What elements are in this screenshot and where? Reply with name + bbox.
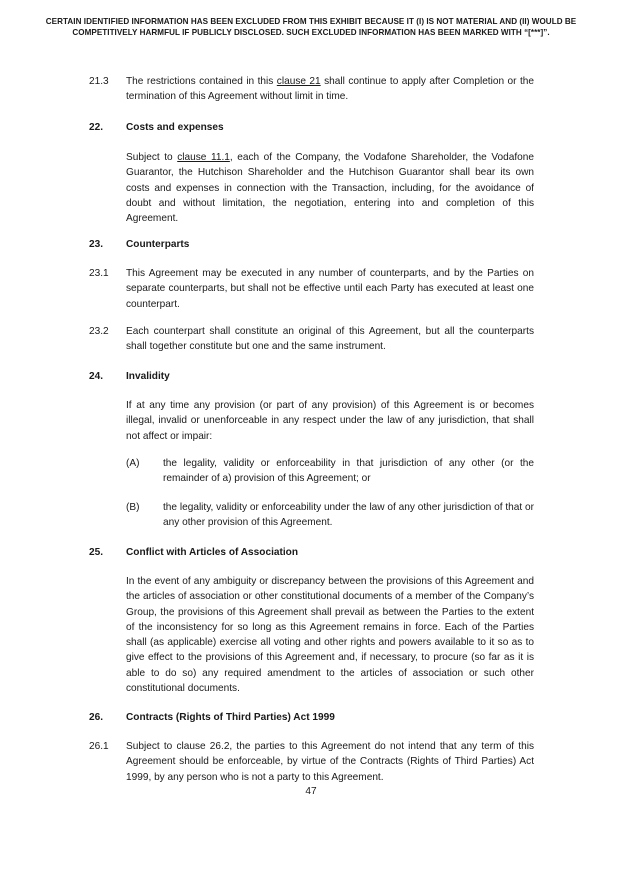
clause-23-2-text: Each counterpart shall constitute an original of this Agreement, but all the counterparts shall together constitute but one and the same instrument.: [126, 326, 534, 353]
section-title-25: Conflict with Articles of Association: [126, 547, 298, 558]
clause-23-1-text: This Agreement may be executed in any number of counterparts, and by the Parties on separate counterparts, but shall not be effective until each Party has executed at least one counterpart.: [126, 268, 534, 310]
section-number-24: 24.: [89, 371, 104, 382]
clause-21-3-post: shall continue to apply after Completion or the termination of this Agreement without limit in time.: [126, 76, 534, 103]
clause-26-1-text: Subject to clause 26.2, the parties to this Agreement do not intend that any term of this Agreement should be enforceable, by virtue of the Contracts (Rights of Third Parties) Act 1999, by any person who is not a party to this Agreement.: [126, 741, 534, 783]
section-title-26: Contracts (Rights of Third Parties) Act 1999: [126, 712, 335, 723]
section-25-text: In the event of any ambiguity or discrepancy between the provisions of this Agreement and the articles of association or other constitutional documents of a member of the Company’s Group, the provisions of this Agreement shall prevail as between the Parties to the extent of the inconsistency for so long as this Agreement remains in force. Each of the Parties shall (as applicable) exercise all voting and other rights and powers available to it so as to give effect to the provisions of this Agreement and, if necessary, to procure (so far as it is able to do so) any required amendment to the articles of association or such other constitutional documents.: [126, 576, 534, 695]
section-22-text: [126, 150, 534, 226]
clause-11-1-reference-link[interactable]: clause 11.1: [177, 152, 230, 163]
sub-clause-b-text: the legality, validity or enforceability under the law of any other jurisdiction of that or any other provision of this Agreement.: [163, 502, 534, 529]
clause-21-reference-link[interactable]: clause 21: [276, 76, 321, 87]
page-number: 47: [305, 786, 317, 797]
clause-number-21-3: 21.3: [89, 76, 109, 87]
section-number-23: 23.: [89, 239, 104, 250]
section-title-22: Costs and expenses: [126, 122, 224, 133]
section-title-24: Invalidity: [126, 371, 170, 382]
section-22-pre: Subject to: [126, 152, 178, 163]
clause-number-23-2: 23.2: [89, 326, 109, 337]
section-number-25: 25.: [89, 547, 104, 558]
section-title-23: Counterparts: [126, 239, 190, 250]
clause-number-26-1: 26.1: [89, 741, 109, 752]
section-number-22: 22.: [89, 122, 104, 133]
sub-label-b: (B): [126, 502, 140, 513]
clause-21-3-text: [126, 74, 534, 105]
sub-clause-a-text: the legality, validity or enforceability in that jurisdiction of any other (or the remainder of a) provision of this Agreement; or: [163, 458, 534, 485]
confidentiality-header: CERTAIN IDENTIFIED INFORMATION HAS BEEN EXCLUDED FROM THIS EXHIBIT BECAUSE IT (I) IS NOT MATERIAL AND (II) WOULD BE COMPETITIVELY HARMFUL IF PUBLICLY DISCLOSED. SUCH EXCLUDED INFORMATION HAS BEEN MARKED WITH “[***]”.: [45, 17, 577, 37]
section-22-post: , each of the Company, the Vodafone Shareholder, the Vodafone Guarantor, the Hutchison Shareholder and the Hutchison Guarantor shall bear its own costs and expenses in connection with the Transaction, including, for the avoidance of doubt and without limitation, the negotiation, entering into and completion of this Agreement.: [126, 152, 534, 225]
clause-number-23-1: 23.1: [89, 268, 109, 279]
section-number-26: 26.: [89, 712, 104, 723]
section-24-text: If at any time any provision (or part of any provision) of this Agreement is or becomes illegal, invalid or unenforceable in any respect under the law of any jurisdiction, that shall not affect or impair:: [126, 400, 534, 442]
sub-label-a: (A): [126, 458, 140, 469]
clause-21-3-pre: The restrictions contained in this: [126, 76, 277, 87]
